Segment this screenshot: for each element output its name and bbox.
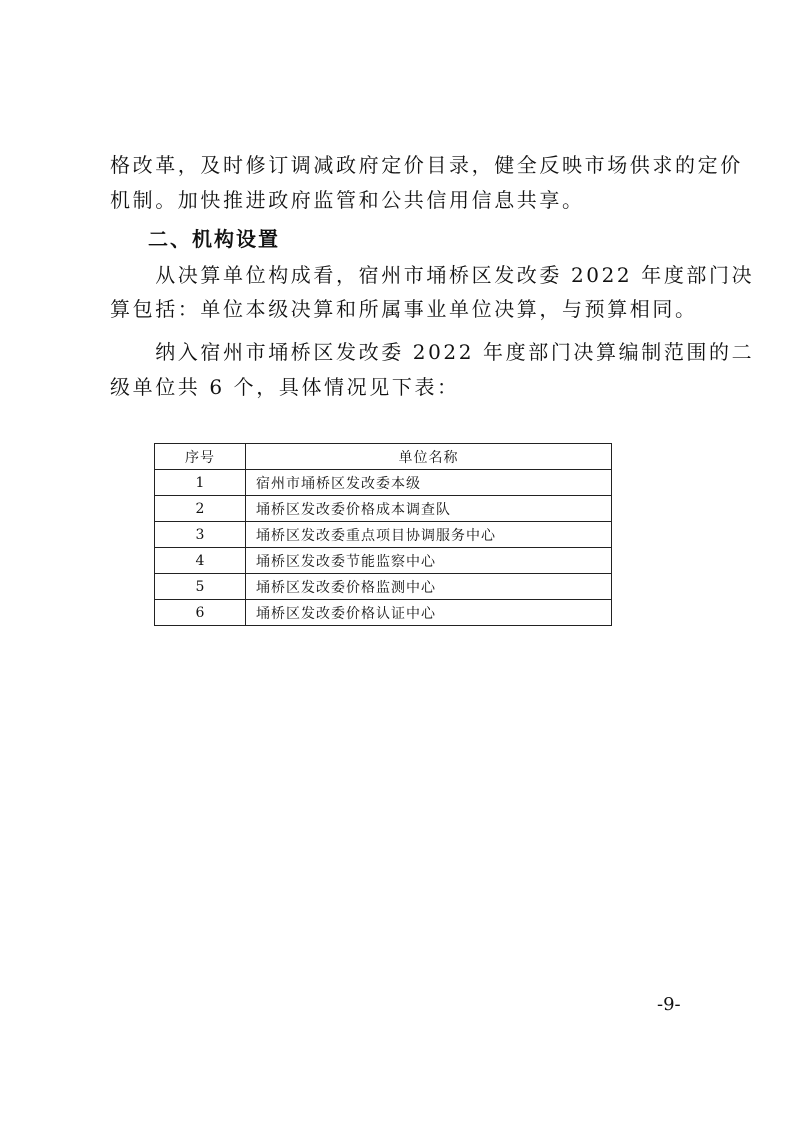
section-heading: 二、机构设置 [148, 227, 280, 251]
row-index: 4 [155, 548, 246, 574]
table-row [155, 600, 612, 626]
header-unit-name: 单位名称 [246, 444, 612, 470]
table-header-row [155, 444, 612, 470]
row-unit-name: 埇桥区发改委重点项目协调服务中心 [246, 522, 612, 548]
header-index: 序号 [155, 444, 246, 470]
paragraph-line: 级单位共 6 个，具体情况见下表： [110, 375, 460, 399]
row-unit-name: 宿州市埇桥区发改委本级 [246, 470, 612, 496]
row-index: 6 [155, 600, 246, 626]
row-index: 2 [155, 496, 246, 522]
paragraph-line: 机制。加快推进政府监管和公共信用信息共享。 [110, 188, 585, 212]
row-index: 5 [155, 574, 246, 600]
table-row [155, 574, 612, 600]
row-unit-name: 埇桥区发改委节能监察中心 [246, 548, 612, 574]
units-table [154, 443, 612, 626]
table-row [155, 470, 612, 496]
paragraph-line: 算包括：单位本级决算和所属事业单位决算，与预算相同。 [110, 297, 698, 321]
paragraph-line: 从决算单位构成看，宿州市埇桥区发改委 2022 年度部门决 [110, 263, 755, 287]
row-index: 3 [155, 522, 246, 548]
row-unit-name: 埇桥区发改委价格监测中心 [246, 574, 612, 600]
row-index: 1 [155, 470, 246, 496]
table-row [155, 522, 612, 548]
paragraph-line: 纳入宿州市埇桥区发改委 2022 年度部门决算编制范围的二 [110, 340, 755, 364]
page-number: -9- [657, 994, 681, 1015]
table-row [155, 548, 612, 574]
row-unit-name: 埇桥区发改委价格认证中心 [246, 600, 612, 626]
paragraph-line: 格改革，及时修订调减政府定价目录，健全反映市场供求的定价 [110, 153, 743, 177]
row-unit-name: 埇桥区发改委价格成本调查队 [246, 496, 612, 522]
table-row [155, 496, 612, 522]
